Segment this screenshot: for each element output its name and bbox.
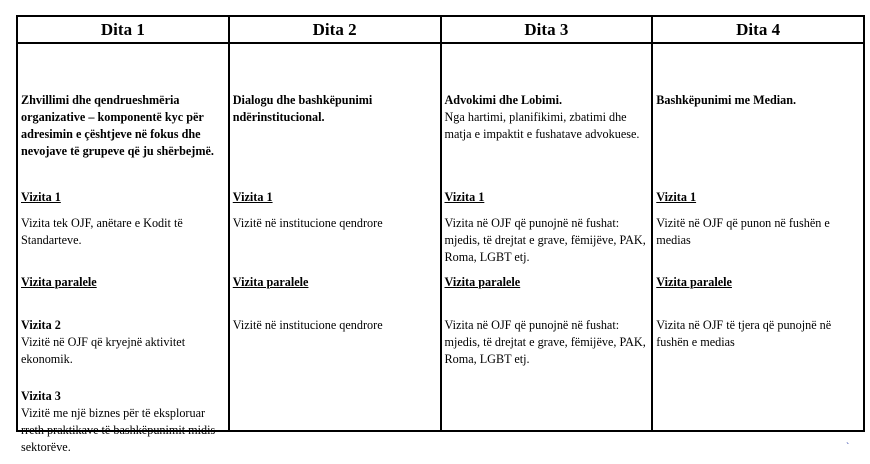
content-row	[17, 43, 864, 431]
day-1-topic: Zhvillimi dhe qendrueshmëria organizative – komponentë kyc për adresimin e çështjeve në fokus dhe nevojave të grupeve që ju shërbejmë.	[21, 93, 214, 158]
day-1-visit-1-heading: Vizita 1	[21, 190, 61, 204]
day-3-parallel-heading: Vizita paralele	[444, 275, 521, 289]
day-2-visit-1-heading: Vizita 1	[232, 190, 273, 204]
day-1-header: Dita 1	[17, 16, 229, 43]
header-row	[17, 16, 864, 43]
agenda-table	[16, 15, 865, 454]
day-1-visit-3-text: Vizitë me një biznes për të eksploruar rreth praktikave të bashkëpunimit midis sektorëve.	[21, 406, 216, 454]
day-1-parallel-heading: Vizita paralele	[21, 275, 97, 289]
day-1-visit-3-heading: Vizita 3	[21, 389, 61, 403]
day-2-topic: Dialogu dhe bashkëpunimi ndërinstitucional.	[232, 93, 373, 124]
day-2-parallel-text: Vizitë në institucione qendrore	[232, 318, 383, 332]
day-3-topic-block	[445, 92, 648, 143]
day-2-header: Dita 2	[229, 16, 441, 43]
day-3-header: Dita 3	[441, 16, 653, 43]
stray-mark: `	[846, 442, 850, 453]
day-3-cell	[441, 43, 653, 431]
day-4-header: Dita 4	[652, 16, 864, 43]
day-3-visit-1-heading: Vizita 1	[444, 190, 485, 204]
day-1-visit-2-text: Vizitë në OJF që kryejnë aktivitet ekonomik.	[21, 335, 186, 366]
day-3-topic-detail: Nga hartimi, planifikimi, zbatimi dhe matja e impaktit e fushatave advokuese.	[444, 110, 640, 141]
day-2-visit-1-text: Vizitë në institucione qendrore	[232, 216, 383, 230]
day-3-parallel-text: Vizita në OJF që punojnë në fushat: mjedis, të drejtat e grave, fëmijëve, PAK, Roma, LGBT etj.	[444, 318, 646, 366]
day-2-cell	[229, 43, 441, 431]
day-4-parallel-text: Vizita në OJF të tjera që punojnë në fushën e medias	[656, 318, 832, 349]
day-4-visit-1-heading: Vizita 1	[656, 190, 697, 204]
day-1-cell	[17, 43, 229, 454]
day-3-visit-1-text: Vizita në OJF që punojnë në fushat: mjedis, të drejtat e grave, fëmijëve, PAK, Roma, LGBT etj.	[444, 216, 646, 264]
day-1-visit-1-text: Vizita tek OJF, anëtare e Kodit të Standarteve.	[21, 216, 183, 247]
day-1-visit-2-heading: Vizita 2	[21, 318, 61, 332]
day-3-topic: Advokimi dhe Lobimi.	[444, 93, 563, 107]
day-4-visit-1-text: Vizitë në OJF që punon në fushën e medias	[656, 216, 830, 247]
day-4-cell	[652, 43, 864, 431]
day-4-parallel-heading: Vizita paralele	[656, 275, 732, 289]
day-2-parallel-heading: Vizita paralele	[232, 275, 309, 289]
day-4-topic: Bashkëpunimi me Median.	[656, 93, 797, 107]
